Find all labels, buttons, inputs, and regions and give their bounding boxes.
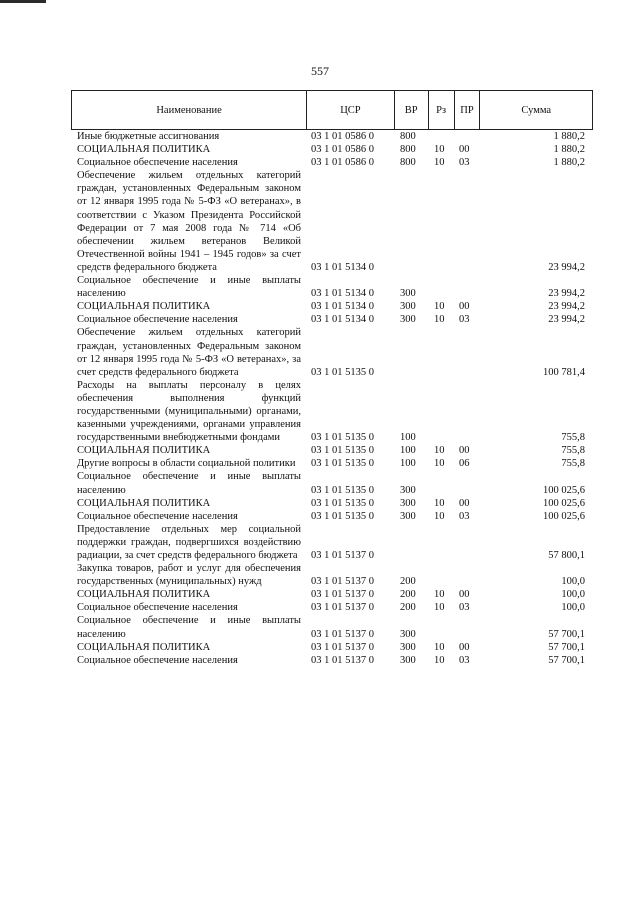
row-rz: [429, 366, 455, 379]
row-sum: 100,0: [561, 602, 585, 614]
table-row: [71, 601, 593, 614]
row-csr: 03 1 01 5137 0: [311, 550, 374, 561]
row-name: СОЦИАЛЬНАЯ ПОЛИТИКА: [77, 497, 211, 509]
header-vr: ВР: [395, 91, 429, 129]
row-name: Обеспечение жильем отдельных категорий граждан, установленных Федеральным законом от 12 января 1995 года № 5-ФЗ «О ветеранах», за счет средств федерального бюджета: [77, 327, 301, 378]
row-pr: 00: [459, 497, 470, 509]
row-rz: [429, 431, 455, 444]
row-csr: 03 1 01 5137 0: [311, 628, 374, 640]
table-row: [71, 654, 593, 667]
scan-corner-mark: [0, 0, 46, 3]
row-name: СОЦИАЛЬНАЯ ПОЛИТИКА: [77, 144, 211, 156]
table-row: [71, 444, 593, 457]
row-pr: [455, 431, 481, 444]
table-row: [71, 523, 593, 562]
header-csr: ЦСР: [307, 91, 395, 129]
row-rz: [429, 484, 455, 497]
table-row: [71, 143, 593, 156]
row-sum: 57 700,1: [548, 628, 585, 640]
row-rz: 10: [434, 497, 445, 509]
row-rz: 10: [434, 602, 445, 614]
row-csr: 03 1 01 0586 0: [311, 131, 374, 142]
row-vr: 800: [400, 131, 416, 142]
row-name: Предоставление отдельных мер социальной поддержки граждан, подвергшихся воздействию радиации, за счет средств федерального бюджета: [77, 523, 301, 561]
row-rz: 10: [434, 314, 445, 326]
row-csr: 03 1 01 0586 0: [311, 157, 374, 169]
table-row: [71, 274, 593, 300]
row-vr: 300: [400, 654, 416, 666]
table-row: [71, 130, 593, 143]
header-pr: ПР: [455, 91, 481, 129]
row-rz: [429, 549, 455, 562]
row-vr: 300: [400, 314, 416, 326]
row-csr: 03 1 01 5137 0: [311, 576, 374, 588]
row-vr: 100: [400, 458, 416, 470]
row-name: Социальное обеспечение населения: [77, 654, 238, 666]
row-pr: [455, 287, 481, 300]
row-sum: 100,0: [561, 576, 585, 588]
row-sum: 100 025,6: [543, 497, 585, 509]
row-csr: 03 1 01 5134 0: [311, 288, 374, 300]
row-sum: 23 994,2: [548, 261, 585, 273]
row-sum: 1 880,2: [553, 144, 585, 156]
row-vr: 200: [400, 602, 416, 614]
row-name: Социальное обеспечение населения: [77, 314, 238, 326]
row-pr: [455, 484, 481, 497]
row-pr: [455, 628, 481, 641]
row-rz: 10: [434, 301, 445, 313]
row-csr: 03 1 01 5135 0: [311, 445, 374, 457]
table-row: [71, 510, 593, 523]
row-pr: [455, 130, 481, 143]
row-vr: 100: [400, 432, 416, 444]
row-sum: 57 700,1: [548, 641, 585, 653]
row-rz: 10: [434, 144, 445, 156]
table-row: [71, 470, 593, 496]
row-rz: 10: [434, 458, 445, 470]
row-sum: 755,8: [561, 432, 585, 444]
table-row: [71, 313, 593, 326]
row-pr: 03: [459, 157, 470, 169]
row-rz: 10: [434, 157, 445, 169]
row-name: Социальное обеспечение и иные выплаты населению: [77, 615, 301, 640]
row-sum: 100,0: [561, 589, 585, 601]
row-pr: [455, 366, 481, 379]
row-pr: 03: [459, 510, 470, 522]
budget-table: [71, 90, 593, 667]
row-sum: 23 994,2: [548, 288, 585, 300]
row-sum: 100 025,6: [543, 510, 585, 522]
row-vr: 300: [400, 628, 416, 640]
row-name: СОЦИАЛЬНАЯ ПОЛИТИКА: [77, 589, 211, 601]
row-rz: [429, 287, 455, 300]
row-vr: 800: [400, 144, 416, 156]
row-name: СОЦИАЛЬНАЯ ПОЛИТИКА: [77, 445, 211, 457]
row-rz: 10: [434, 641, 445, 653]
row-rz: 10: [434, 510, 445, 522]
row-vr: 300: [400, 288, 416, 300]
table-row: [71, 614, 593, 640]
row-sum: 100 025,6: [543, 484, 585, 496]
row-rz: [429, 130, 455, 143]
table-row: [71, 169, 593, 274]
header-sum: Сумма: [521, 104, 552, 116]
row-name: Социальное обеспечение и иные выплаты населению: [77, 471, 301, 496]
row-vr: 800: [400, 157, 416, 169]
row-name: СОЦИАЛЬНАЯ ПОЛИТИКА: [77, 301, 211, 313]
row-csr: 03 1 01 5135 0: [311, 458, 374, 470]
row-pr: 03: [459, 314, 470, 326]
header-name: Наименование: [72, 91, 307, 129]
table-body: [71, 130, 593, 667]
table-row: [71, 457, 593, 470]
row-sum: 1 880,2: [553, 131, 585, 142]
table-row: [71, 641, 593, 654]
row-pr: 03: [459, 602, 470, 614]
row-pr: 00: [459, 144, 470, 156]
table-row: [71, 379, 593, 444]
row-vr: [395, 261, 429, 274]
row-sum: 23 994,2: [548, 301, 585, 313]
row-vr: 200: [400, 576, 416, 588]
row-vr: 300: [400, 641, 416, 653]
row-rz: 10: [434, 654, 445, 666]
row-name: Социальное обеспечение населения: [77, 510, 238, 522]
row-csr: 03 1 01 5137 0: [311, 641, 374, 653]
row-rz: [429, 628, 455, 641]
row-pr: 06: [459, 458, 470, 470]
table-row: [71, 326, 593, 378]
row-pr: 00: [459, 589, 470, 601]
row-vr: 300: [400, 510, 416, 522]
page-number: 557: [311, 64, 329, 78]
row-name: Иные бюджетные ассигнования: [77, 131, 220, 142]
row-vr: 300: [400, 484, 416, 496]
row-vr: 300: [400, 301, 416, 313]
row-vr: [395, 549, 429, 562]
table-header: [71, 90, 593, 130]
table-row: [71, 588, 593, 601]
row-pr: [455, 549, 481, 562]
row-csr: 03 1 01 5135 0: [311, 432, 374, 444]
row-rz: [429, 575, 455, 588]
row-csr: 03 1 01 5137 0: [311, 602, 374, 614]
row-csr: 03 1 01 5134 0: [311, 314, 374, 326]
row-pr: 00: [459, 641, 470, 653]
table-row: [71, 156, 593, 169]
row-name: Социальное обеспечение населения: [77, 602, 238, 614]
row-name: Другие вопросы в области социальной политики: [77, 458, 296, 470]
header-rz: Рз: [429, 91, 455, 129]
row-name: Социальное обеспечение населения: [77, 157, 238, 169]
row-vr: 200: [400, 589, 416, 601]
row-csr: 03 1 01 5137 0: [311, 654, 374, 666]
row-vr: 300: [400, 497, 416, 509]
row-pr: 00: [459, 301, 470, 313]
row-sum: 23 994,2: [548, 314, 585, 326]
row-vr: [395, 366, 429, 379]
row-pr: [455, 261, 481, 274]
row-csr: 03 1 01 5137 0: [311, 589, 374, 601]
row-vr: 100: [400, 445, 416, 457]
row-name: Социальное обеспечение и иные выплаты населению: [77, 275, 301, 300]
row-csr: 03 1 01 5134 0: [311, 301, 374, 313]
table-row: [71, 497, 593, 510]
row-sum: 755,8: [561, 458, 585, 470]
row-name: Закупка товаров, работ и услуг для обеспечения государственных (муниципальных) нужд: [77, 563, 301, 588]
row-csr: 03 1 01 0586 0: [311, 144, 374, 156]
row-rz: 10: [434, 589, 445, 601]
row-pr: 00: [459, 445, 470, 457]
row-pr: 03: [459, 654, 470, 666]
row-pr: [455, 575, 481, 588]
row-sum: 1 880,2: [553, 157, 585, 169]
row-sum: 57 800,1: [548, 550, 585, 561]
table-row: [71, 300, 593, 313]
row-sum: 755,8: [561, 445, 585, 457]
row-csr: 03 1 01 5135 0: [311, 484, 374, 496]
row-name: Расходы на выплаты персоналу в целях обеспечения выполнения функций государственными (муниципальными) органами, казенными учреждениями, органами управления государственными внебюджетными фондами: [77, 379, 301, 444]
table-row: [71, 562, 593, 588]
row-name: СОЦИАЛЬНАЯ ПОЛИТИКА: [77, 641, 211, 653]
row-csr: 03 1 01 5134 0: [311, 261, 374, 273]
row-rz: 10: [434, 445, 445, 457]
row-rz: [429, 261, 455, 274]
row-sum: 57 700,1: [548, 654, 585, 666]
row-csr: 03 1 01 5135 0: [311, 497, 374, 509]
row-csr: 03 1 01 5135 0: [311, 510, 374, 522]
row-sum: 100 781,4: [543, 366, 585, 378]
row-csr: 03 1 01 5135 0: [311, 366, 374, 378]
row-name: Обеспечение жильем отдельных категорий граждан, установленных Федеральным законом от 12 января 1995 года № 5-ФЗ «О ветеранах», в соответствии с Указом Президента Российской Федерации от 7 мая 2008 года № 714 «Об обеспечении жильем ветеранов Великой Отечественной войны 1941 – 1945 годов» за счет средств федерального бюджета: [77, 170, 301, 273]
